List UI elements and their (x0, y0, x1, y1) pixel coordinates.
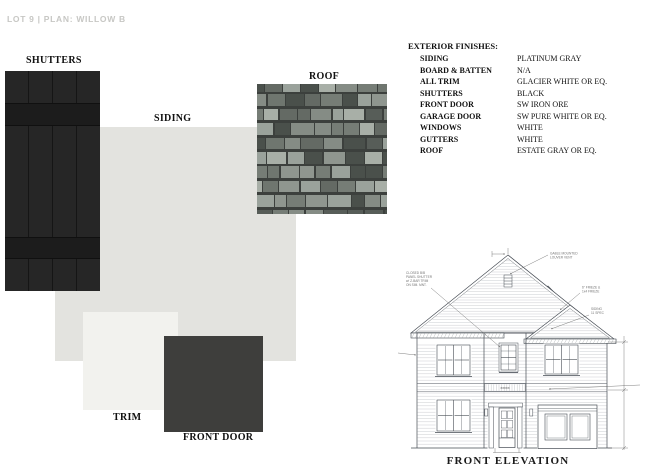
shutter-batten-top (5, 103, 100, 126)
shutter-note: PANEL SHUTTER (406, 275, 433, 279)
roof-shingle-tab (279, 181, 299, 193)
roof-shingle-tab (332, 123, 342, 135)
roof-shingle-tab (319, 84, 335, 92)
roof-shingle-tab (321, 94, 341, 106)
frieze-note: 1x4 FRIEZE (582, 289, 600, 294)
roof-shingle-tab (324, 152, 345, 164)
finishes-title: EXTERIOR FINISHES: (408, 41, 498, 51)
finish-row (420, 54, 581, 63)
roof-shingle-tab (365, 210, 384, 214)
roof-shingle-tab (383, 166, 387, 178)
roof-shingle-tab (257, 210, 272, 214)
roof-shingle-tab (305, 94, 320, 106)
roof-shingle-tab (275, 195, 286, 207)
front-door-color-swatch (164, 336, 263, 432)
roof-shingle-tab (286, 94, 304, 106)
finish-value: PLATINUM GRAY (517, 54, 582, 63)
roof-shingle-tab (383, 138, 387, 150)
frieze-note: 6" FRIEZE & (582, 285, 601, 290)
roof-shingle-tab (288, 152, 305, 164)
finish-value: BLACK (517, 88, 545, 98)
roof-shingle-tab (384, 109, 387, 121)
finish-label: BOARD & BATTEN (420, 65, 492, 75)
roof-shingle-tab (356, 181, 374, 193)
finish-row (420, 89, 544, 98)
roof-shingle-tab (257, 84, 264, 92)
roof-shingle-tab (321, 181, 336, 193)
shutter-note: w/ Z-BAR TRIM (406, 279, 429, 283)
roof-shingle-tab (306, 210, 324, 214)
roof-shingle-tab (344, 123, 359, 135)
roof-shingle-tab (385, 210, 387, 214)
roof-shingle-tab (348, 210, 364, 214)
shutters-material-swatch (5, 71, 100, 291)
roof-shingle-tab (378, 84, 387, 92)
roof-shingle-tab (257, 195, 274, 207)
roof-shingle-tab (257, 181, 262, 193)
roof-shingle-tab (289, 210, 304, 214)
finish-row (420, 112, 607, 121)
upper-left-window-pair (435, 344, 472, 377)
lower-left-window-pair (435, 399, 472, 433)
roof-swatch-label: ROOF (309, 71, 340, 82)
roof-shingle-tab (268, 166, 280, 178)
roof-shingle-tab (301, 181, 321, 193)
roof-shingle-tab (375, 123, 387, 135)
finish-value: SW IRON ORE (517, 100, 569, 109)
finish-label: SHUTTERS (420, 88, 463, 98)
roof-shingle-tab (344, 109, 365, 121)
finish-row (420, 123, 543, 132)
roof-shingle-tab (267, 152, 287, 164)
siding-note: 11 SPEC (591, 311, 604, 315)
finish-label: WINDOWS (420, 123, 462, 132)
roof-shingle-tab (367, 138, 383, 150)
garage-door (537, 404, 598, 449)
finish-row (420, 100, 568, 109)
roof-shingle-tab (268, 94, 285, 106)
roof-shingle-tab (275, 123, 291, 135)
roof-shingle-tab (315, 123, 331, 135)
roof-shingle-tab (343, 94, 357, 106)
roof-shingle-tab (324, 138, 342, 150)
roof-shingle-tab (265, 84, 283, 92)
gable-louver-vent (504, 275, 512, 287)
roof-gables (398, 255, 650, 339)
trim-swatch-label: TRIM (113, 412, 142, 423)
shutter-note: ON SIM. MNT. (406, 283, 427, 287)
shutter-batten-bottom (5, 237, 100, 259)
finish-value: ESTATE GRAY OR EQ. (517, 146, 597, 155)
elevation-caption: FRONT ELEVATION (446, 455, 570, 467)
siding-note: SIDING (591, 307, 602, 311)
finish-value: N/A (517, 65, 531, 75)
roof-shingle-tab (336, 84, 357, 92)
roof-shingle-tab (383, 152, 387, 164)
roof-shingle-tab (257, 94, 266, 106)
roof-shingle-tab (280, 109, 297, 121)
finish-label: SIDING (420, 54, 449, 63)
roof-shingle-tab (366, 166, 382, 178)
roof-shingle-tab (328, 195, 351, 207)
roof-shingle-swatch (257, 84, 387, 214)
finish-value: SW PURE WHITE OR EQ. (517, 111, 607, 121)
finish-label: ROOF (420, 146, 444, 155)
roof-shingle-tab (306, 195, 327, 207)
roof-shingle-tab (281, 166, 299, 178)
roof-shingle-tab (351, 166, 365, 178)
roof-shingle-tab (257, 138, 265, 150)
upper-right-window-pair (543, 344, 580, 376)
roof-shingle-tab (338, 181, 355, 193)
roof-shingle-tab (365, 152, 382, 164)
finish-row (420, 146, 597, 155)
roof-shingle-tab (264, 109, 278, 121)
roof-shingle-tab (346, 152, 364, 164)
roof-shingle-tab (372, 94, 387, 106)
roof-shingle-tab (324, 210, 347, 214)
roof-shingle-tab (257, 123, 273, 135)
roof-shingle-tab (291, 123, 314, 135)
finish-row (420, 135, 543, 144)
roof-shingle-tab (287, 195, 305, 207)
roof-shingle-tab (301, 138, 323, 150)
roof-shingle-tab (257, 152, 266, 164)
finish-label: GUTTERS (420, 134, 459, 144)
roof-shingle-tab (285, 138, 300, 150)
shutter-note: CLOSED B/B (406, 271, 426, 275)
roof-shingle-tab (358, 84, 377, 92)
roof-shingle-tab (298, 109, 310, 121)
roof-shingle-tab (300, 166, 314, 178)
finish-row (420, 66, 531, 75)
roof-shingle-tab (305, 152, 322, 164)
finish-value: GLACIER WHITE OR EQ. (517, 77, 608, 86)
siding-swatch-label: SIDING (154, 113, 192, 124)
page-title: LOT 9 | PLAN: WILLOW B (7, 14, 126, 24)
finish-label: FRONT DOOR (420, 100, 474, 109)
roof-shingle-tab (352, 195, 364, 207)
roof-shingle-tab (344, 138, 366, 150)
roof-shingle-tab (333, 109, 343, 121)
roof-shingle-tab (332, 166, 350, 178)
roof-shingle-tab (266, 138, 284, 150)
roof-shingle-tab (358, 94, 371, 106)
upper-center-window (499, 343, 519, 373)
roof-shingle-tab (381, 195, 387, 207)
finish-label: ALL TRIM (420, 77, 460, 86)
finish-value: WHITE (517, 134, 543, 144)
roof-shingle-tab (257, 109, 263, 121)
roof-shingle-tab (263, 181, 278, 193)
roof-shingle-tab (375, 181, 387, 193)
vent-note: LOUVER VENT (550, 255, 573, 260)
roof-shingle-tab (316, 166, 331, 178)
vent-note: GABLE MOUNTED (550, 251, 578, 256)
shutters-swatch-label: SHUTTERS (26, 55, 82, 66)
front-elevation-drawing (398, 246, 650, 474)
finish-label: GARAGE DOOR (420, 111, 482, 121)
address-plaque: XXXXX (500, 386, 510, 390)
roof-shingle-tab (366, 109, 383, 121)
finish-row (420, 77, 607, 86)
roof-shingle-tab (311, 109, 332, 121)
finish-value: WHITE (517, 123, 543, 132)
front-door-swatch-label: FRONT DOOR (183, 432, 254, 443)
roof-shingle-tab (257, 166, 267, 178)
roof-shingle-tab (283, 84, 300, 92)
roof-shingle-tab (360, 123, 374, 135)
roof-shingle-tab (365, 195, 380, 207)
roof-shingle-tab (273, 210, 288, 214)
roof-shingle-tab (301, 84, 318, 92)
